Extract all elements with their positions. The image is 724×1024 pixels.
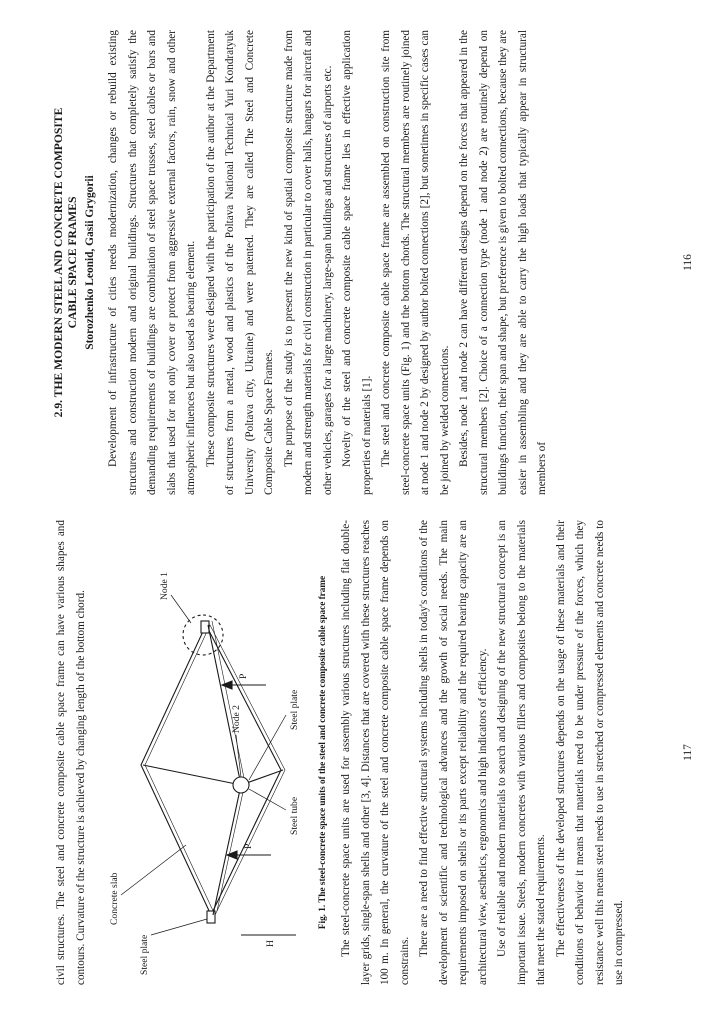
- steel-tube-1-double: [217, 783, 245, 911]
- authors: Storozhenko Leonid, Gasii Grygorii: [84, 175, 96, 350]
- label-p-right: P: [238, 673, 249, 679]
- leader-concrete-slab: [121, 845, 186, 895]
- page-117-paragraph-2: There are a need to find effective structural systems including shells in today's conditions of the development of scientific and technological advances and the growth of social needs. The main requirements imposed on shells or its parts except reliability and the required bearing capacity are an architectural view, aesthetics, ergonomics and high indicators of efficiency.: [418, 520, 489, 985]
- label-p-left: P: [243, 843, 254, 849]
- label-node-2: Node 2: [231, 705, 242, 733]
- page-116-paragraph-5: The steel and concrete composite cable space frame are assembled on construction site from steel-concrete space units (Fig. 1) and the bottom chords. The structural members are routinely joined at node 1 and node 2 by designed by author bolted connections [2], but sometimes in specific cases can be joined by welded connections.: [380, 30, 451, 495]
- concrete-slab-shape: [141, 625, 281, 915]
- label-steel-tube: Steel tube: [289, 796, 300, 835]
- page-116-paragraph-1: Development of infrastructure of cities needs modernization, changes or rebuild existing structures and construction modern and original buildings. Structures that completely satisfy the demanding requirements of buildings are combination of steel space trusses, steel cables or bars and slabs that used for not only cover or protect from aggressive external factors, rain, snow and other atmospheric influences but also used as bearing element.: [107, 30, 197, 495]
- label-concrete-slab: Concrete slab: [109, 872, 120, 925]
- space-unit-diagram: [91, 520, 311, 985]
- label-node-1: Node 1: [159, 572, 170, 600]
- label-steel-plate-left: Steel plate: [139, 934, 150, 975]
- page-117-paragraph-1: The steel-concrete space units are used for assembly various structures including flat double-layer grids, single-span shells and other [3, 4]. Distances that are covered with these structures reaches 100 m. In general, the curvature of the steel and concrete composite cable space frame depends on constrains.: [340, 520, 411, 985]
- page-number-116: 116: [682, 254, 694, 271]
- force-arrowhead-right: [222, 681, 232, 689]
- page-116-paragraph-4: Novelty of the steel and concrete composite cable space frame lies in effective application properties of materials [1].: [341, 30, 373, 495]
- label-h: H: [265, 940, 276, 947]
- steel-tube-1: [213, 785, 241, 915]
- steel-plate-right-shape: [201, 621, 209, 633]
- section-title-line-2: CABLE SPACE FRAMES: [66, 196, 79, 329]
- page-117-paragraph-3: Use of reliable and modern materials to search and designing of the new structural concept is an important issue. Steels, modern concretes with various fillers and composites belong to the materials that meet the stated requirements.: [496, 520, 547, 985]
- figure-1: [91, 520, 311, 985]
- label-steel-plate-right: Steel plate: [289, 689, 300, 730]
- steel-tube-2: [143, 765, 241, 785]
- page-116-paragraph-6: Besides, node 1 and node 2 can have different designs depend on the forces that appeared in the structural members [2]. Choice of a connection type (node 1 and node 2) are routinely depend on buildings function, their span and shape, but preference is given to bolted connections, because they are easier in assembling and they are able to carry the high loads that typically appear in structural members of: [458, 30, 548, 495]
- page-117-paragraph-4: The effectiveness of the developed structures depends on the usage of these materials and their conditions of behavior it means that materials need to be under pressure of the forces, which they resistance well this means steel needs to use in stretched or compressed elements and concrete needs to use in compressed.: [554, 520, 625, 985]
- figure-caption: Fig. 1. The steel-concrete space units of the steel and concrete composite cable space frame: [317, 575, 327, 930]
- page-116: [52, 30, 692, 495]
- leader-node-1: [171, 595, 191, 623]
- page-number-117: 117: [682, 744, 694, 761]
- node-2-shape: [233, 777, 249, 793]
- page-117: [52, 520, 692, 985]
- steel-tube-3-double: [212, 621, 245, 783]
- page-116-paragraph-2: These composite structures were designed with the participation of the author at the Department of structures from a metal, wood and plastics of the Poltava National Technical Yuri Kondratyuk University (Poltava city, Ukraine) and were patented. They are called The Steel and Concrete Composite Cable Space Frames.: [204, 30, 275, 495]
- page-117-intro: civil structures. The steel and concrete composite cable space frame can have various shapes and contours. Curvature of the structure is achieved by changing length of the bottom chord.: [55, 520, 87, 985]
- leader-steel-plate-left: [151, 919, 207, 935]
- page-116-paragraph-3: The purpose of the study is to present the new kind of spatial composite structure made from modern and strength materials for civil construction in particular to cover halls, hangars for aircraft and other vehicles, garages for a large machinery, large-span buildings and structures of airports etc.: [282, 30, 334, 495]
- section-title-line-1: 2.9. THE MODERN STEEL AND CONCRETE COMPOSITE: [52, 107, 65, 418]
